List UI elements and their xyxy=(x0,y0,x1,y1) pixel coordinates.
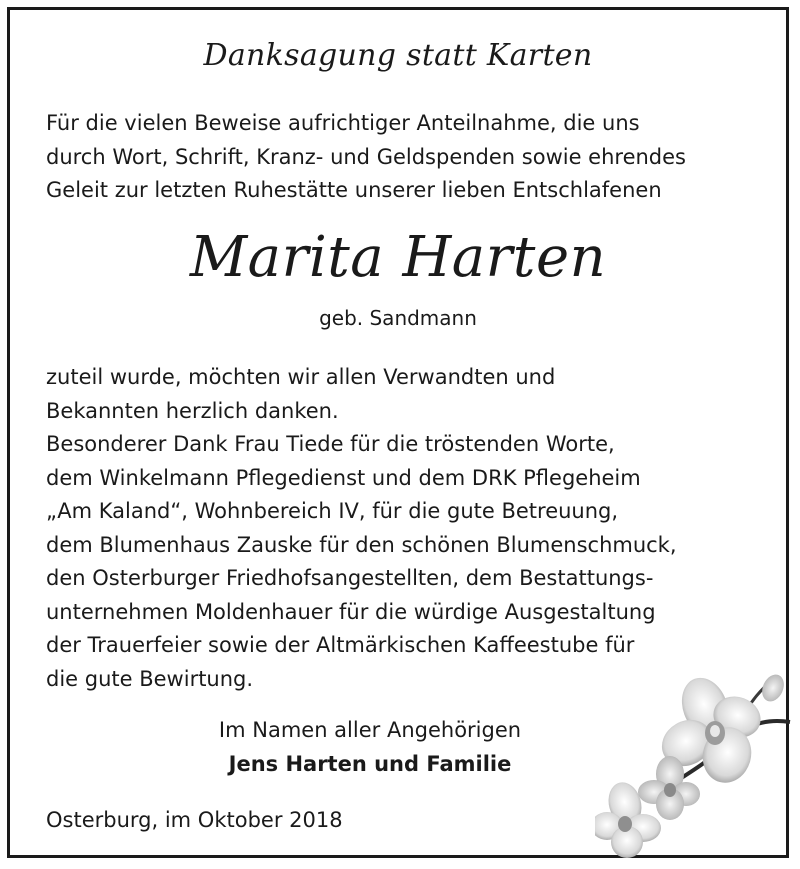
body-line: der Trauerfeier sowie der Altmärkischen Kaffeestube für xyxy=(46,633,635,657)
intro-paragraph xyxy=(46,107,766,208)
body-line: zuteil wurde, möchten wir allen Verwandten und xyxy=(46,365,556,389)
deceased-name: Marita Harten xyxy=(189,225,607,290)
body-line: dem Winkelmann Pflegedienst und dem DRK Pflegeheim xyxy=(46,465,641,490)
body-line: Besonderer Dank Frau Tiede für die tröstenden Worte, xyxy=(46,432,615,456)
body-line: die gute Bewirtung. xyxy=(46,666,254,691)
notice-heading: Danksagung statt Karten xyxy=(203,38,593,73)
place-date: Osterburg, im Oktober 2018 xyxy=(46,808,343,832)
body-line: „Am Kaland“, Wohnbereich IV, für die gute Betreuung, xyxy=(46,499,619,523)
intro-line: Geleit zur letzten Ruhestätte unserer lieben Entschlafenen xyxy=(46,178,662,202)
intro-line: Für die vielen Beweise aufrichtiger Anteilnahme, die uns xyxy=(46,111,640,135)
body-line: dem Blumenhaus Zauske für den schönen Blumenschmuck, xyxy=(46,532,677,557)
orchid-flower-icon xyxy=(595,670,800,860)
signoff-line: Im Namen aller Angehörigen xyxy=(218,718,522,742)
body-paragraph xyxy=(46,361,766,696)
body-line: unternehmen Moldenhauer für die würdige Ausgestaltung xyxy=(46,599,656,624)
body-line: Bekannten herzlich danken. xyxy=(46,398,339,423)
notice-frame xyxy=(7,7,789,858)
body-line: den Osterburger Friedhofsangestellten, dem Bestattungs- xyxy=(46,566,654,590)
family-signature: Jens Harten und Familie xyxy=(228,752,512,776)
maiden-name: geb. Sandmann xyxy=(319,306,477,330)
intro-line: durch Wort, Schrift, Kranz- und Geldspenden sowie ehrendes xyxy=(46,144,686,169)
